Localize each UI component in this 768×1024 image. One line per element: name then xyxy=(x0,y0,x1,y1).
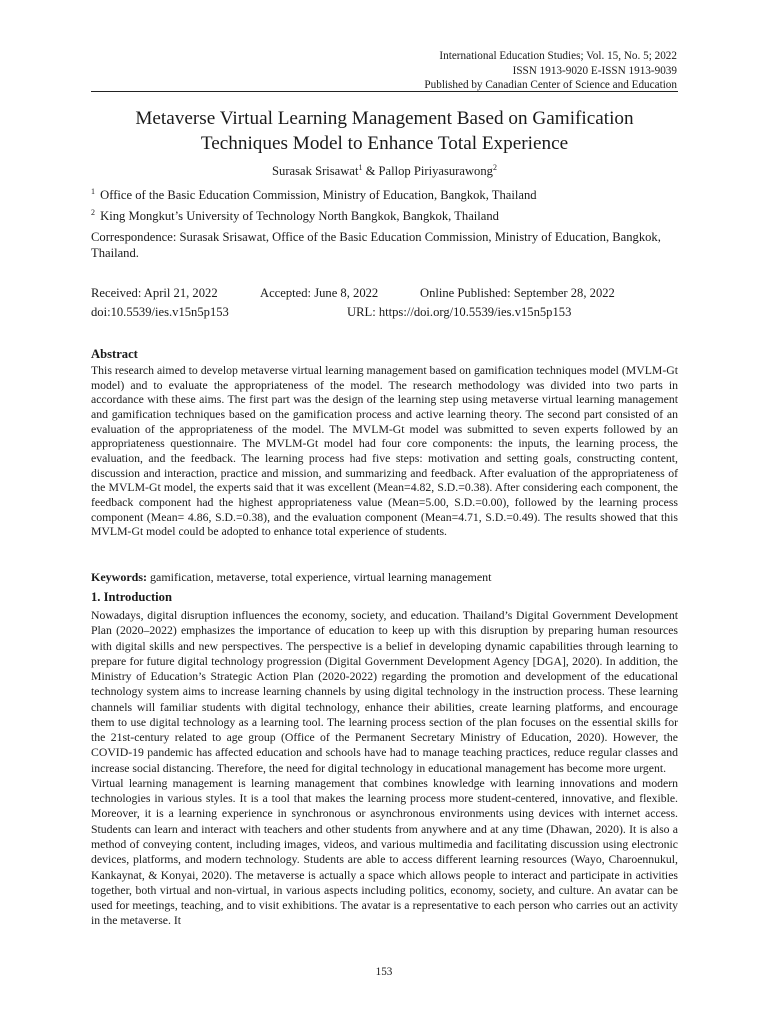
affiliation-2-mark: 2 xyxy=(91,208,95,217)
page-number: 153 xyxy=(375,966,393,978)
journal-issn: ISSN 1913-9020 E-ISSN 1913-9039 xyxy=(512,64,677,77)
affiliation-2 xyxy=(91,208,691,224)
introduction-paragraph-2: Virtual learning management is learning management that combines knowledge with learning innovations and modern technologies in various styles. It is a tool that makes the learning process more student-centered, innovative, and flexible. Moreover, it is a learning experience in synchronous or asynchronous environments using devices with internet access. Students can learn and interact with teachers and other students from anywhere and at any time (Dhawan, 2020). It is also a method of conveying content, including images, videos, and various multimedia and facilitating discussion using electronic devices, platforms, and modern technology. Students are able to access different learning resources (Wayo, Charoennukul, Kankaynat, & Konyai, 2020). The metaverse is actually a space which allows people to interact and participate in activities together, both virtual and non-virtual, in various aspects including politics, economy, society, and culture. An avatar can be used for meetings, teaching, and to visit exhibitions. The avatar is a representative to each person who carries out an activity in the metaverse. It xyxy=(91,776,678,928)
author-1-name: Surasak Srisawat xyxy=(272,164,359,178)
abstract-text: This research aimed to develop metaverse virtual learning management based on gamification techniques model (MVLM-Gt model) and to evaluate the appropriateness of the model. The research methodology was divided into two parts in accordance with these aims. The first part was the design of the learning step using metaverse virtual learning management and gamification techniques based on the gamification process and active learning theory. The second part consisted of an evaluation of the appropriateness of the model. The MVLM-Gt model was submitted to seven experts followed by an appropriateness questionnaire. The MVLM-Gt model had four core components: the inputs, the learning process, the evaluation, and the feedback. The learning process had five steps: motivation and setting goals, constructing content, discussion and interaction, practice and mission, and summarizing and feedback. After evaluation of the appropriateness of the MVLM-Gt model, the experts said that it was excellent (Mean=4.82, S.D.=0.38). After considering each component, the feedback component had the highest appropriateness value (Mean=5.00, S.D.=0.00), followed by the learning process component (Mean= 4.86, S.D.=0.38), and the evaluation component (Mean=4.71, S.D.=0.49). The results showed that this MVLM-Gt model could be adopted to enhance total experience of students. xyxy=(91,364,678,539)
title-line-1: Metaverse Virtual Learning Management Based on Gamification xyxy=(135,108,634,129)
doi-url-link[interactable]: URL: https://doi.org/10.5539/ies.v15n5p153 xyxy=(347,305,572,319)
introduction-paragraph-1: Nowadays, digital disruption influences the economy, society, and education. Thailand’s Digital Government Development Plan (2020–2022) emphasizes the importance of education to keep up with this disruption by preparing human resources with digital skills and new perspectives. The perspective is a belief in developing dynamic capabilities through learning to prepare for future digital technology progression (Digital Government Development Agency [DGA], 2020). In addition, the Ministry of Education’s Strategic Action Plan (2020-2022) regarding the promotion and development of the educational technology system aims to increase learning channels by using digital technology in the instruction process. These learning channels will familiar students with digital technology, enhance their abilities, create learning platforms, and encourage them to use digital technology as a learning tool. The learning process section of the plan focuses on the essential skills for the 21st-century related to age group (Office of the Permanent Secretary Ministry of Education, 2020). However, the COVID-19 pandemic has affected education and schools have had to manage teaching practices, reduce regular classes and increase social distancing. Therefore, the need for digital technology in educational management has become more urgent. xyxy=(91,609,678,775)
doi: doi:10.5539/ies.v15n5p153 xyxy=(91,305,229,319)
header-rule xyxy=(91,91,678,92)
introduction-heading: 1. Introduction xyxy=(91,590,172,604)
author-list xyxy=(91,163,678,179)
introduction-body xyxy=(91,608,678,929)
journal-header xyxy=(257,49,677,93)
paper-title xyxy=(91,106,678,156)
affiliation-2-text: King Mongkut’s University of Technology North Bangkok, Bangkok, Thailand xyxy=(100,209,499,223)
keywords-text: gamification, metaverse, total experience, virtual learning management xyxy=(147,570,492,584)
author-separator: & xyxy=(362,164,379,178)
author-2-affiliation-mark: 2 xyxy=(492,163,497,172)
correspondence: Correspondence: Surasak Srisawat, Office of the Basic Education Commission, Ministry of Education, Bangkok, Thailand. xyxy=(91,230,661,260)
affiliation-1-text: Office of the Basic Education Commission, Ministry of Education, Bangkok, Thailand xyxy=(100,188,537,202)
author-1-affiliation-mark: 1 xyxy=(358,163,363,172)
received-date: Received: April 21, 2022 xyxy=(91,286,218,300)
doi-row xyxy=(91,304,678,320)
title-line-2: Techniques Model to Enhance Total Experience xyxy=(200,133,569,154)
publication-dates xyxy=(91,285,678,301)
journal-citation: International Education Studies; Vol. 15, No. 5; 2022 xyxy=(439,50,677,62)
author-2-name: Pallop Piriyasurawong xyxy=(378,164,493,178)
keywords-label: Keywords: xyxy=(91,570,147,584)
affiliation-1 xyxy=(91,187,691,203)
journal-publisher: Published by Canadian Center of Science and Education xyxy=(424,79,677,92)
accepted-date: Accepted: June 8, 2022 xyxy=(260,286,379,300)
published-date: Online Published: September 28, 2022 xyxy=(420,286,615,300)
abstract-heading: Abstract xyxy=(91,347,138,361)
keywords xyxy=(91,569,678,585)
affiliation-1-mark: 1 xyxy=(91,187,95,196)
